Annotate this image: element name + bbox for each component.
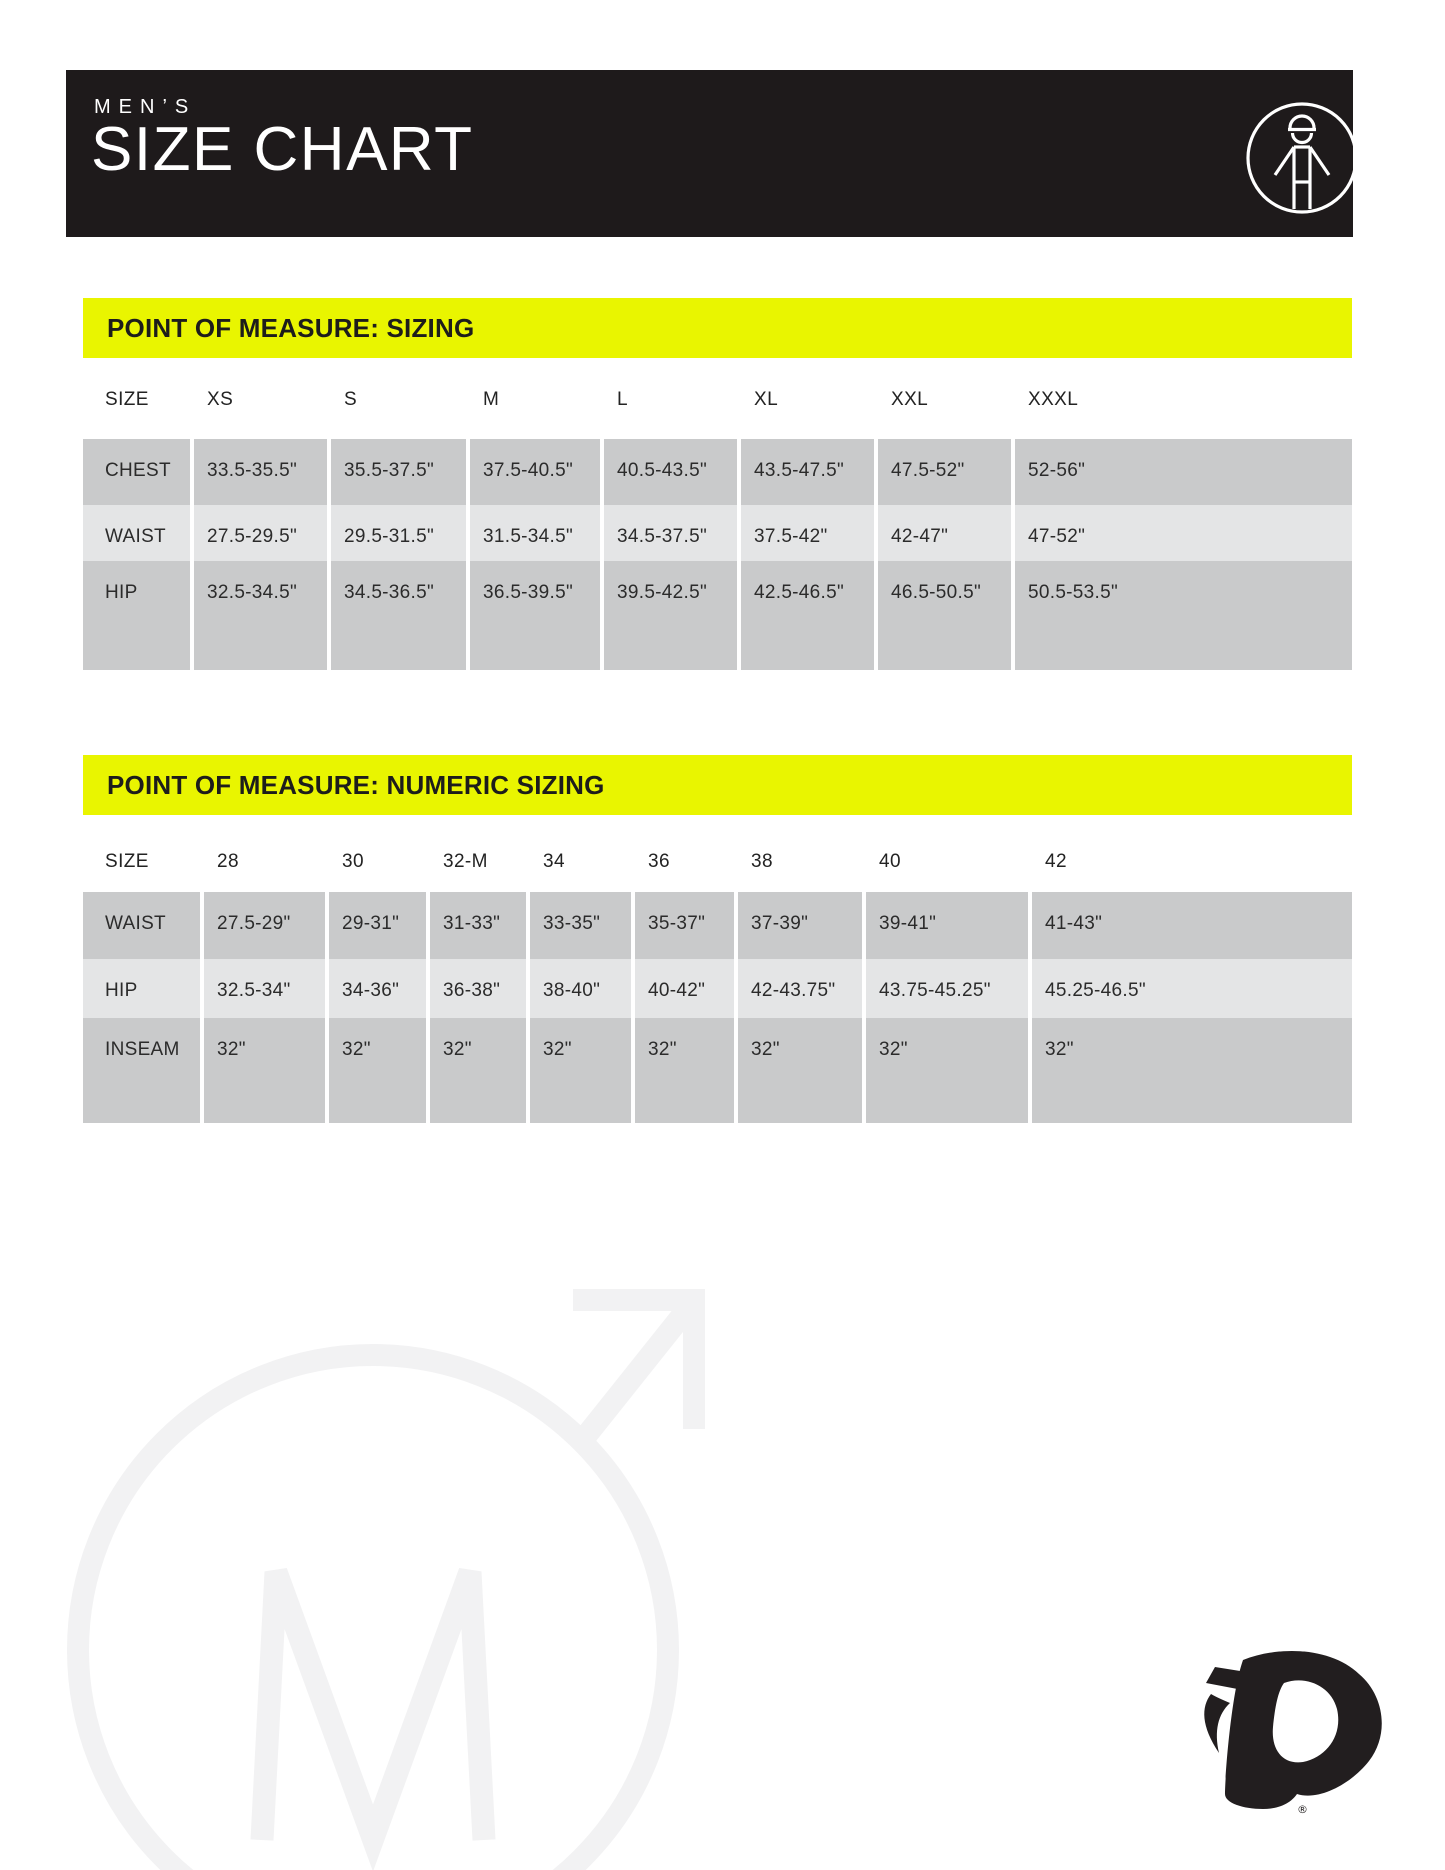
table-cell: 32.5-34.5" [190,561,327,670]
table-cell: 34.5-37.5" [600,505,737,561]
table-cell: 36.5-39.5" [466,561,600,670]
col-header: SIZE [105,389,149,410]
person-head-cap [1290,116,1314,128]
table-cell: 37-39" [734,892,862,959]
table-cell: 33-35" [526,892,631,959]
table-cell: 35-37" [631,892,734,959]
numeric-header-row [83,847,1352,877]
registered-mark: ® [1297,1803,1308,1816]
table-cell: 47.5-52" [874,439,1011,505]
col-header: SIZE [105,851,149,872]
col-header: 32-M [443,851,488,872]
row-label: WAIST [83,505,190,561]
table-cell: 42.5-46.5" [737,561,874,670]
col-header: 38 [751,851,773,872]
table-cell: 40-42" [631,959,734,1018]
row-label: HIP [83,561,190,670]
logo-crescent [1204,1694,1230,1753]
col-header: XXL [891,389,929,410]
header-eyebrow: MEN’S [94,96,197,118]
table-cell: 32" [200,1018,325,1123]
sizing-title: POINT OF MEASURE: SIZING [107,313,475,343]
header-bar [66,70,1353,237]
col-header: 30 [342,851,364,872]
col-header: 34 [543,851,565,872]
table-cell: 32" [1028,1018,1352,1123]
col-header: XS [207,389,234,410]
pearl-izumi-logo [1185,1645,1395,1817]
table-cell: 32.5-34" [200,959,325,1018]
table-cell: 40.5-43.5" [600,439,737,505]
col-header: 42 [1045,851,1067,872]
table-cell: 42-43.75" [734,959,862,1018]
table-cell: 43.5-47.5" [737,439,874,505]
numeric-title-band [83,755,1352,815]
table-cell: 27.5-29" [200,892,325,959]
table-cell: 34.5-36.5" [327,561,466,670]
table-cell: 50.5-53.5" [1011,561,1352,670]
row-label: HIP [83,959,200,1018]
col-header: 40 [879,851,901,872]
table-cell: 31-33" [426,892,526,959]
col-header: S [344,389,358,410]
person-icon-circle [1248,104,1356,212]
sizing-title-band [83,298,1352,358]
table-cell: 32" [862,1018,1028,1123]
table-cell: 52-56" [1011,439,1352,505]
table-cell: 32" [325,1018,426,1123]
row-label: CHEST [83,439,190,505]
table-cell: 29-31" [325,892,426,959]
col-header: XXXL [1028,389,1079,410]
person-chin [1293,133,1312,143]
table-cell: 47-52" [1011,505,1352,561]
table-cell: 32" [631,1018,734,1123]
table-cell: 39.5-42.5" [600,561,737,670]
sizing-table [83,439,1352,670]
table-cell: 41-43" [1028,892,1352,959]
watermark-letter-m [262,1572,484,1840]
table-cell: 31.5-34.5" [466,505,600,561]
person-left-arm [1275,147,1294,175]
row-label: INSEAM [83,1018,200,1123]
male-symbol-arrowhead-side [683,1289,705,1429]
table-cell: 36-38" [426,959,526,1018]
table-cell: 29.5-31.5" [327,505,466,561]
table-cell: 37.5-40.5" [466,439,600,505]
col-header: L [617,389,628,410]
col-header: M [483,389,500,410]
page-title: SIZE CHART [91,115,474,184]
table-cell: 35.5-37.5" [327,439,466,505]
table-cell: 42-47" [874,505,1011,561]
table-cell: 27.5-29.5" [190,505,327,561]
table-cell: 32" [734,1018,862,1123]
table-cell: 45.25-46.5" [1028,959,1352,1018]
sizing-header-row [83,385,1352,415]
table-cell: 43.75-45.25" [862,959,1028,1018]
table-cell: 33.5-35.5" [190,439,327,505]
table-cell: 34-36" [325,959,426,1018]
person-icon [1244,100,1360,216]
row-label: WAIST [83,892,200,959]
logo-p-mark [1225,1651,1382,1809]
table-cell: 46.5-50.5" [874,561,1011,670]
person-right-arm [1310,147,1329,175]
numeric-title: POINT OF MEASURE: NUMERIC SIZING [107,770,605,800]
col-header: 28 [217,851,239,872]
table-cell: 37.5-42" [737,505,874,561]
table-cell: 38-40" [526,959,631,1018]
table-cell: 32" [526,1018,631,1123]
table-cell: 32" [426,1018,526,1123]
male-symbol-watermark [0,1050,760,1870]
col-header: 36 [648,851,670,872]
table-cell: 39-41" [862,892,1028,959]
col-header: XL [754,389,779,410]
male-symbol-arrow-shaft [582,1303,692,1441]
